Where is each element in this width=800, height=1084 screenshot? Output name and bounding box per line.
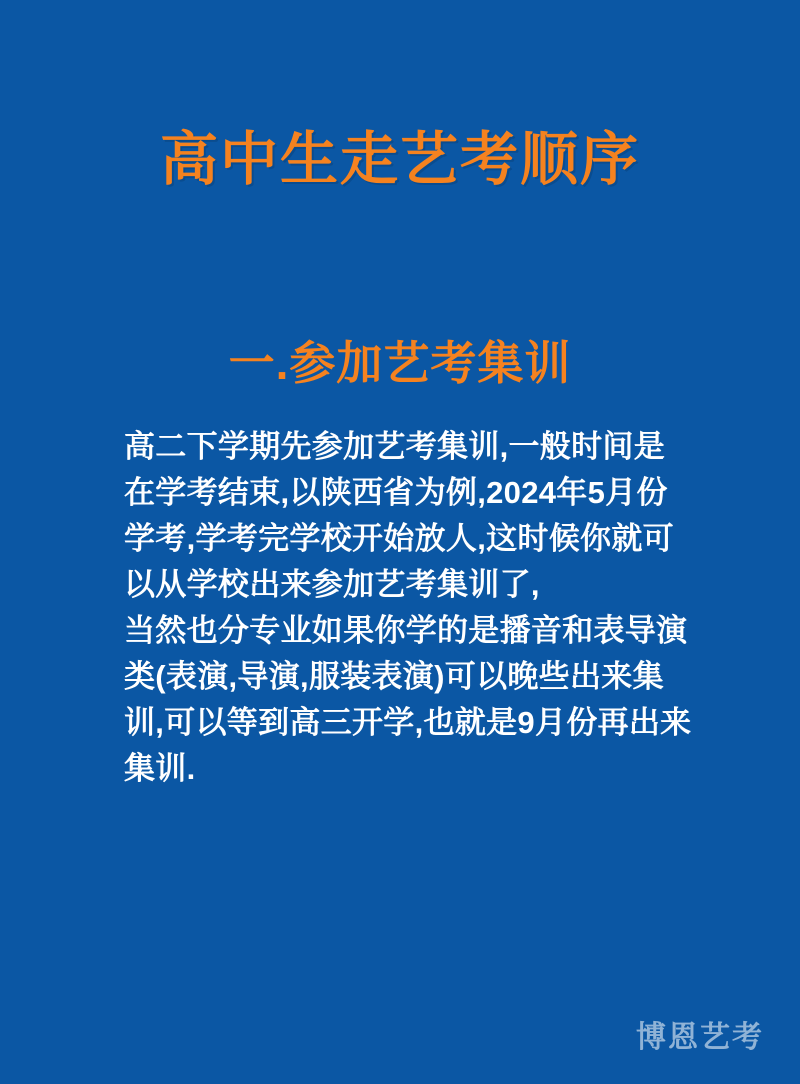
body-text xyxy=(124,424,694,792)
watermark-label: 博恩艺考 xyxy=(636,1021,764,1054)
paragraph-two: 当然也分专业如果你学的是播音和表导演类(表演,导演,服装表演)可以晚些出来集训,可以等到高三开学,也就是9月份再出来集训. xyxy=(124,613,692,786)
paragraph-one: 高二下学期先参加艺考集训,一般时间是在学考结束,以陕西省为例,2024年5月份学考,学考完学校开始放人,这时候你就可以从学校出来参加艺考集训了, xyxy=(124,429,674,602)
section-heading: 一.参加艺考集训 xyxy=(228,337,572,389)
page-title: 高中生走艺考顺序 xyxy=(159,127,640,192)
